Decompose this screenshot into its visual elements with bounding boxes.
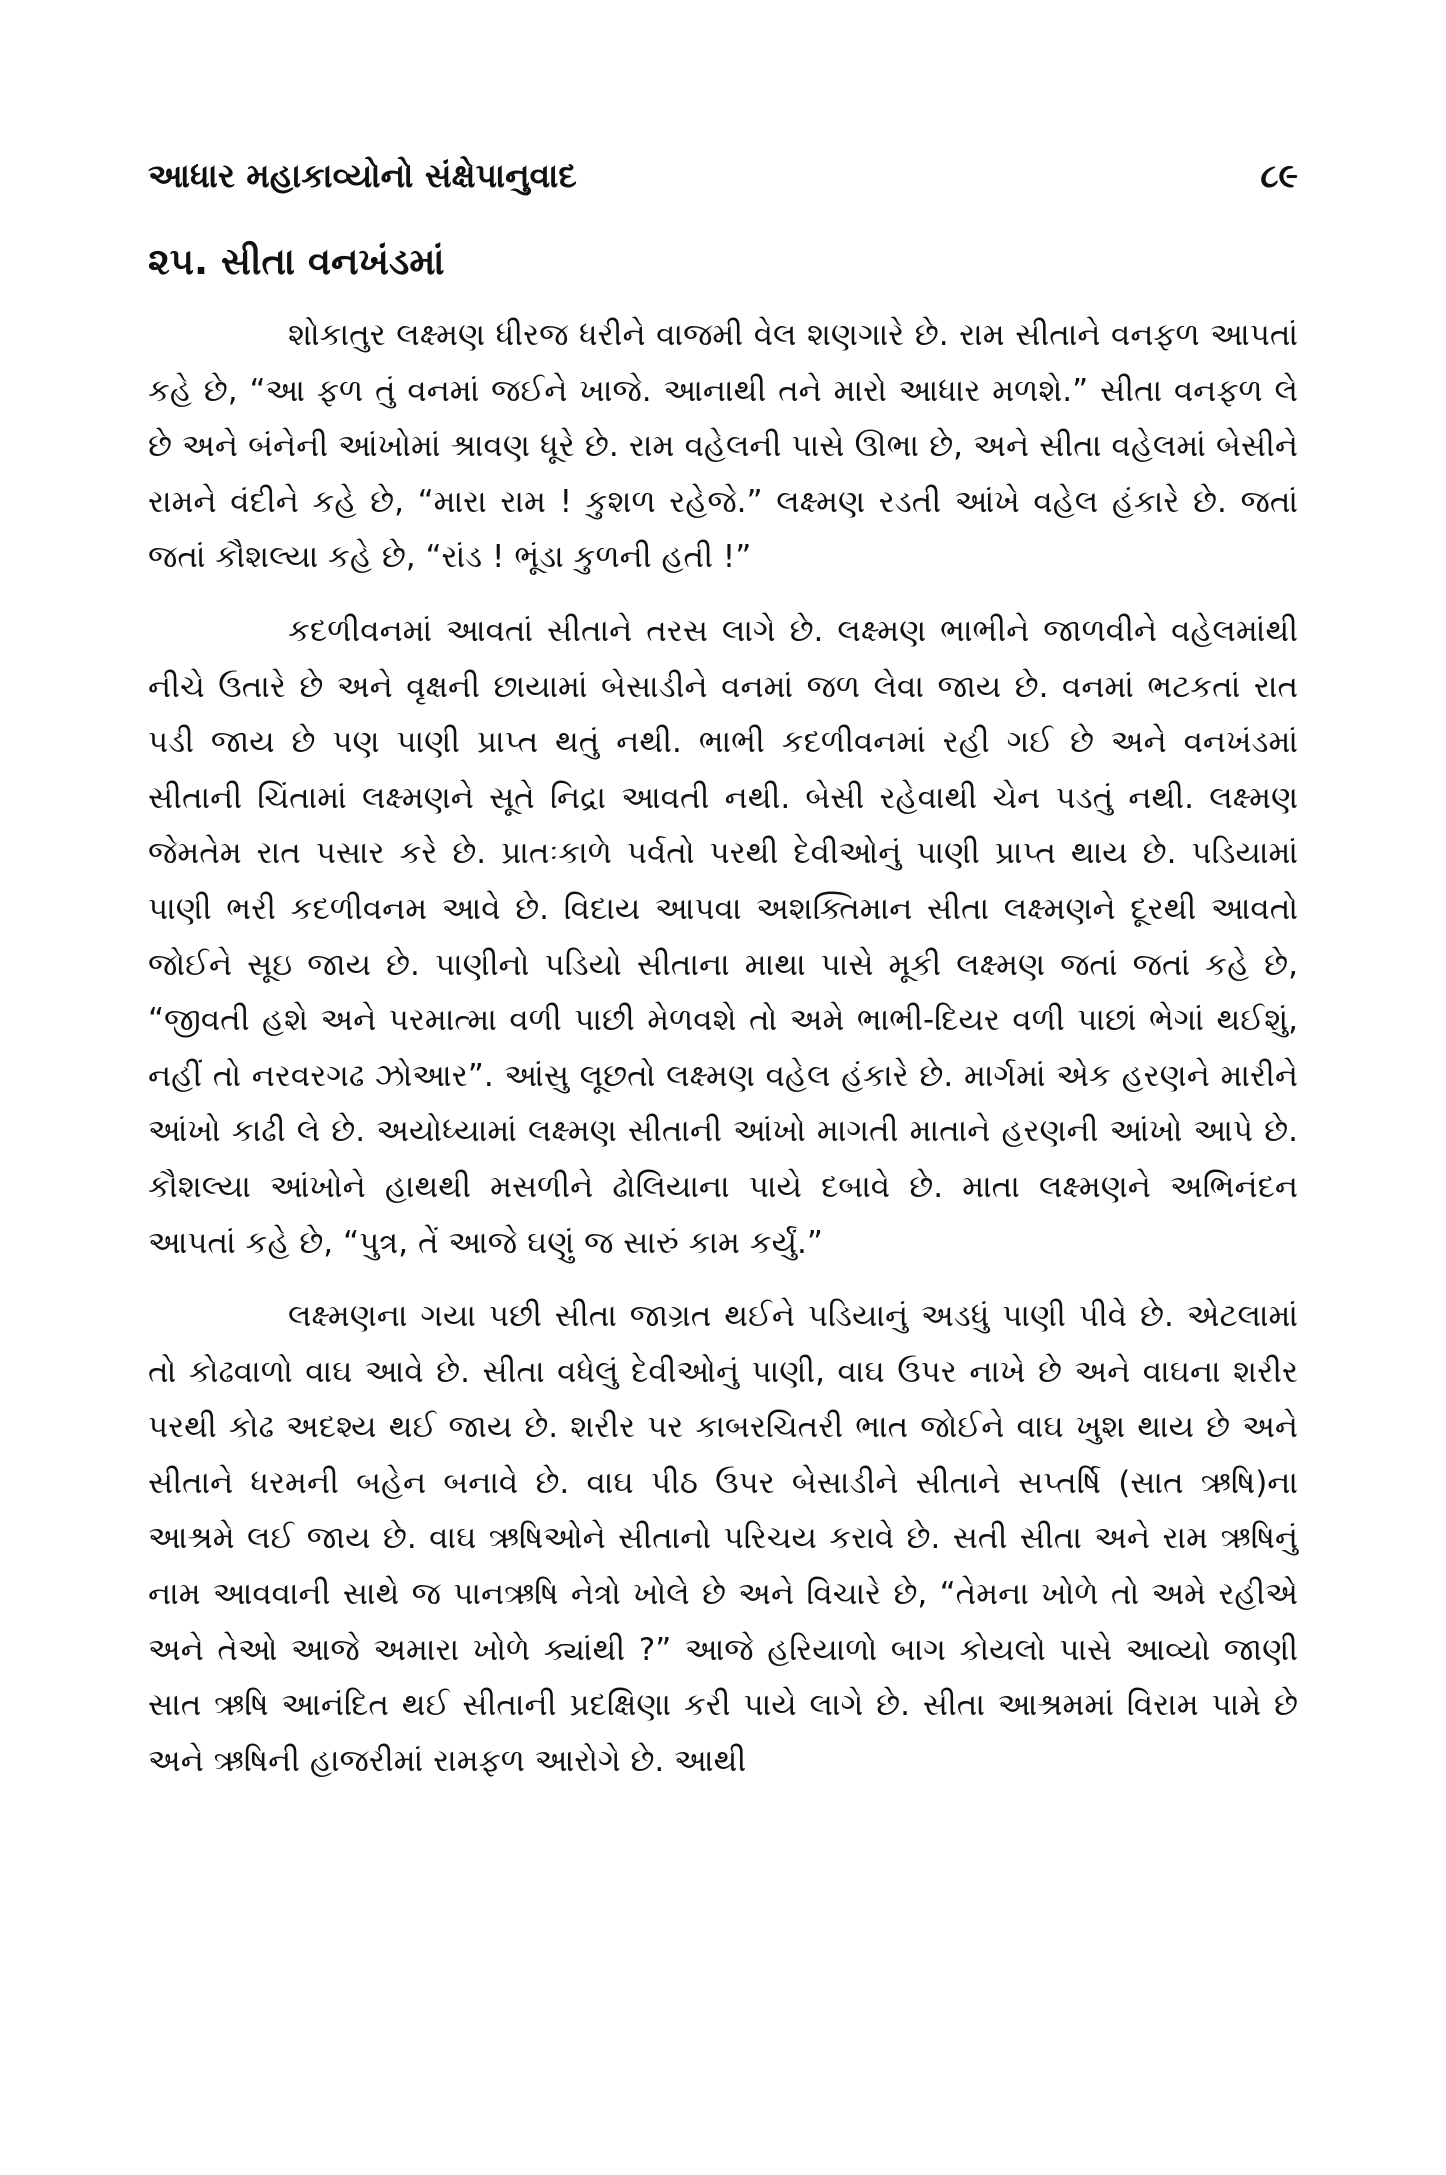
chapter-heading: ૨૫. સીતા વનખંડમાં	[148, 240, 445, 283]
paragraph: લક્ષ્મણના ગયા પછી સીતા જાગ્રત થઈને પડિયાનું અડધું પાણી પીવે છે. એટલામાં તો કોઢવાળો વાઘ આવે છે. સીતા વધેલું દેવીઓનું પાણી, વાઘ ઉપર નાખે છે અને વાઘના શરીર પરથી કોઢ અદશ્ય થઈ જાય છે. શરીર પર કાબરચિતરી ભાત જોઈને વાઘ ખુશ થાય છે અને સીતાને ધરમની બહેન બનાવે છે. વાઘ પીઠ ઉપર બેસાડીને સીતાને સપ્તર્ષિ (સાત ઋષિ)ના આશ્રમે લઈ જાય છે. વાઘ ઋષિઓને સીતાનો પરિચય કરાવે છે. સતી સીતા અને રામ ઋષિનું નામ આવવાની સાથે જ પાનઋષિ નેત્રો ખોલે છે અને વિચારે છે, “તેમના ખોળે તો અમે રહીએ અને તેઓ આજે અમારા ખોળે ક્યાંથી ?” આજે હરિયાળો બાગ કોયલો પાસે આવ્યો જાણી સાત ઋષિ આનંદિત થઈ સીતાની પ્રદક્ષિણા કરી પાયે લાગે છે. સીતા આશ્રમમાં વિરામ પામે છે અને ઋષિની હાજરીમાં રામફળ આરોગે છે. આથી	[148, 1298, 1298, 1779]
paragraph: કદળીવનમાં આવતાં સીતાને તરસ લાગે છે. લક્ષ્મણ ભાભીને જાળવીને વહેલમાંથી નીચે ઉતારે છે અને વૃક્ષની છાયામાં બેસાડીને વનમાં જળ લેવા જાય છે. વનમાં ભટકતાં રાત પડી જાય છે પણ પાણી પ્રાપ્ત થતું નથી. ભાભી કદળીવનમાં રહી ગઈ છે અને વનખંડમાં સીતાની ચિંતામાં લક્ષ્મણને સૂતે નિદ્રા આવતી નથી. બેસી રહેવાથી ચેન પડતું નથી. લક્ષ્મણ જેમતેમ રાત પસાર કરે છે. પ્રાતઃકાળે પર્વતો પરથી દેવીઓનું પાણી પ્રાપ્ત થાય છે. પડિયામાં પાણી ભરી કદળીવનમ આવે છે. વિદાય આપવા અશક્તિમાન સીતા લક્ષ્મણને દૂરથી આવતો જોઈને સૂઇ જાય છે. પાણીનો પડિયો સીતાના માથા પાસે મૂકી લક્ષ્મણ જતાં જતાં કહે છે, “જીવતી હશે અને પરમાત્મા વળી પાછી મેળવશે તો અમે ભાભી-દિયર વળી પાછાં ભેગાં થઈશું, નહીં તો નરવરગઢ ઝોઆર”. આંસુ લૂછતો લક્ષ્મણ વહેલ હંકારે છે. માર્ગમાં એક હરણને મારીને આંખો કાઢી લે છે. અયોધ્યામાં લક્ષ્મણ સીતાની આંખો માગતી માતાને હરણની આંખો આપે છે. કૌશલ્યા આંખોને હાથથી મસળીને ઢોલિયાના પાયે દબાવે છે. માતા લક્ષ્મણને અભિનંદન આપતાં કહે છે, “પુત્ર, તેં આજે ઘણું જ સારું કામ કર્યું.”	[148, 612, 1298, 1261]
running-title: આધાર મહાકાવ્યોનો સંક્ષેપાનુવાદ	[148, 156, 577, 195]
paragraph: શોકાતુર લક્ષ્મણ ધીરજ ધરીને વાજમી વેલ શણગારે છે. રામ સીતાને વનફળ આપતાં કહે છે, “આ ફળ તું વનમાં જઈને ખાજે. આનાથી તને મારો આધાર મળશે.” સીતા વનફળ લે છે અને બંનેની આંખોમાં શ્રાવણ ધૂરે છે. રામ વહેલની પાસે ઊભા છે, અને સીતા વહેલમાં બેસીને રામને વંદીને કહે છે, “મારા રામ ! કુશળ રહેજે.” લક્ષ્મણ રડતી આંખે વહેલ હંકારે છે. જતાં જતાં કૌશલ્યા કહે છે, “રાંડ ! ભૂંડા કુળની હતી !”	[148, 317, 1298, 576]
running-header	[148, 148, 1298, 204]
page-number: ૮૯	[1260, 156, 1298, 195]
body-text	[148, 308, 1298, 1807]
